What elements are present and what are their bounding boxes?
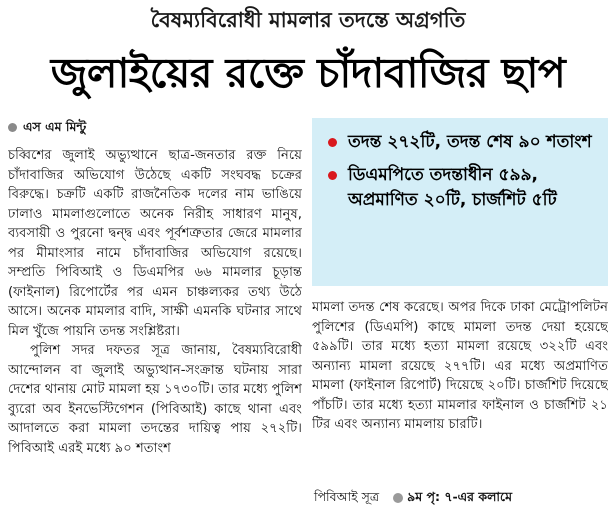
body-paragraph: মামলা তদন্ত শেষ করেছে। অপর দিকে ঢাকা মেট্রোপলিটন পুলিশের (ডিএমপি) কাছে মামলা তদন্ত দেয়া হয়েছে ৫৯৯টি। তার মধ্যে হত্যা মামলা রয়েছে ৩২২টি এবং অন্যান্য মামলা রয়েছে ২৭৭টি। এর মধ্যে অপ্রমাণিত মামলা (ফাইনাল রিপোর্ট) দিয়েছে ২০টি। চার্জশিট দিয়েছে পাঁচটি। তার মধ্যে হত্যা মামলার ফাইনাল ও চার্জশিট ২১ টির এবং অন্যান্য মামলায় চারটি। xyxy=(312,300,608,432)
source-credit: পিবিআই সূত্র xyxy=(314,489,380,504)
continuation-dot-icon xyxy=(393,493,403,503)
byline-author: এস এম মিন্টু xyxy=(23,119,87,134)
body-paragraph: পুলিশ সদর দফতর সূত্র জানায়, বৈষম্যবিরোধী আন্দোলন বা জুলাই অভ্যুত্থান-সংক্রান্ত ঘটনায় সারা দেশের থানায় মোট মামলা হয় ১৭৩০টি। তার মধ্যে পুলিশ ব্যুরো অব ইনভেস্টিগেশন (পিবিআই) কাছে থানা এবং আদালতে করা মামলা তদন্তের দায়িত্ব পায় ২৭২টি। পিবিআই এরই মধ্যে ৯০ শতাংশ xyxy=(8,343,302,456)
kicker-headline: বৈষম্যবিরোধী মামলার তদন্তে অগ্রগতি xyxy=(150,8,466,32)
red-bullet-icon xyxy=(328,138,337,147)
byline-dot-icon xyxy=(8,123,17,132)
body-column-left xyxy=(8,146,302,508)
main-headline: জুলাইয়ের রক্তে চাঁদাবাজির ছাপ xyxy=(50,49,566,97)
highlight-item xyxy=(326,130,598,155)
article-footer xyxy=(312,487,608,507)
highlight-text: ডিএমপিতে তদন্তাধীন ৫৯৯, অপ্রমাণিত ২০টি, চার্জশিট ৫টি xyxy=(348,165,557,210)
body-paragraph: চব্বিশের জুলাই অভ্যুত্থানে ছাত্র-জনতার রক্ত নিয়ে চাঁদাবাজির অভিযোগ উঠেছে একটি সংঘবদ্ধ চক্রের বিরুদ্ধে। চক্রটি একটি রাজনৈতিক দলের নাম ভাঙিয়ে ঢালাও মামলাগুলোতে অনেক নিরীহ সাধারণ মানুষ, ব্যবসায়ী ও পুরনো দ্বন্দ্ব এবং পূর্বশত্রুতার জেরে মামলার পর মীমাংসার নামে চাঁদাবাজির অভিযোগ রয়েছে। সম্প্রতি পিবিআই ও ডিএমপির ৬৬ মামলার চূড়ান্ত (ফাইনাল) রিপোর্টের পর এমন চাঞ্চল্যকর তথ্য উঠে আসে। অনেক মামলার বাদি, সাক্ষী এমনকি ঘটনার সাথে মিল খুঁজে পায়নি তদন্ত সংশ্লিষ্টরা। xyxy=(8,148,302,339)
highlight-box xyxy=(312,118,608,286)
highlight-item xyxy=(326,163,598,213)
highlight-text: তদন্ত ২৭২টি, তদন্ত শেষ ৯০ শতাংশ xyxy=(348,132,592,152)
byline xyxy=(8,118,86,136)
continuation-note: ৯ম পৃ: ৭-এর কলামে xyxy=(407,489,513,504)
red-bullet-icon xyxy=(328,171,337,180)
body-column-right xyxy=(312,298,608,486)
